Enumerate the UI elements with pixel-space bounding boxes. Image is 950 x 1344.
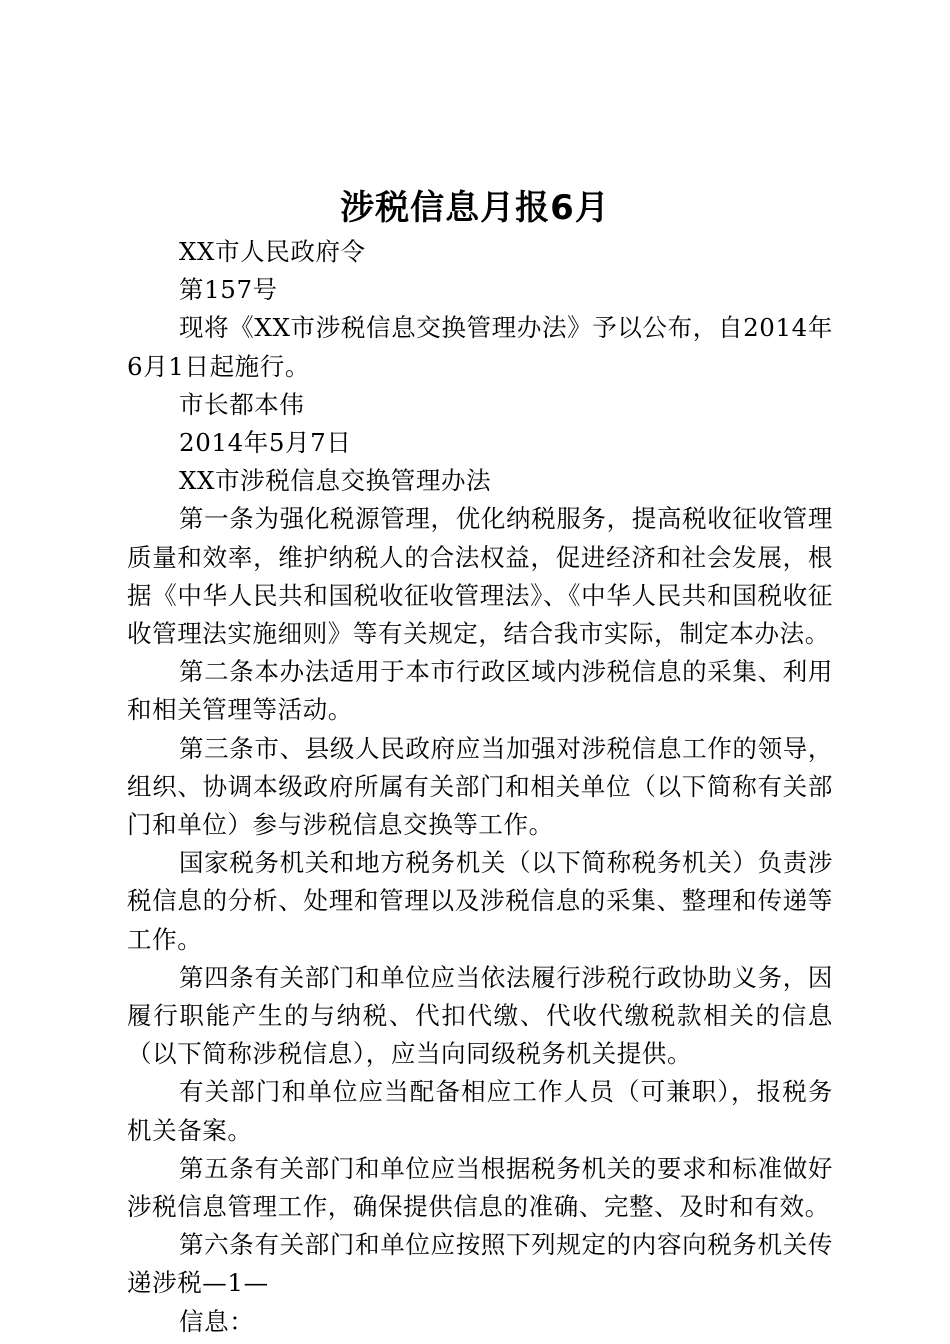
paragraph-article-3: 第三条市、县级人民政府应当加强对涉税信息工作的领导，组织、协调本级政府所属有关部门和相关单位（以下简称有关部门和单位）参与涉税信息交换等工作。 [127,733,833,840]
paragraph-article-3-cont: 国家税务机关和地方税务机关（以下简称税务机关）负责涉税信息的分析、处理和管理以及涉税信息的采集、整理和传递等工作。 [127,848,833,954]
paragraph-signatory: 市长都本伟 [179,389,305,419]
paragraph-decree-number: 第157号 [179,275,278,305]
paragraph-announcement: 现将《XX市涉税信息交换管理办法》予以公布，自2014年6月1日起施行。 [127,313,833,381]
paragraph-article-4-cont: 有关部门和单位应当配备相应工作人员（可兼职），报税务机关备案。 [127,1077,833,1145]
paragraph-article-6: 第六条有关部门和单位应按照下列规定的内容向税务机关传递涉税—1— [127,1230,833,1298]
paragraph-article-1: 第一条为强化税源管理，优化纳税服务，提高税收征收管理质量和效率，维护纳税人的合法权益，促进经济和社会发展，根据《中华人民共和国税收征收管理法》、《中华人民共和国税收征收管理法实施细则》等有关规定，结合我市实际，制定本办法。 [127,504,833,649]
document-body [127,233,833,1341]
paragraph-article-2: 第二条本办法适用于本市行政区域内涉税信息的采集、利用和相关管理等活动。 [127,657,833,725]
paragraph-decree-issuer: XX市人民政府令 [179,237,366,266]
paragraph-date: 2014年5月7日 [179,428,352,458]
document-title: 涉税信息月报6月 [340,188,610,228]
paragraph-regulation-title: XX市涉税信息交换管理办法 [179,466,492,496]
paragraph-article-6-cont: 信息： [179,1306,255,1336]
paragraph-article-5: 第五条有关部门和单位应当根据税务机关的要求和标准做好涉税信息管理工作，确保提供信息的准确、完整、及时和有效。 [127,1153,833,1222]
paragraph-article-4: 第四条有关部门和单位应当依法履行涉税行政协助义务，因履行职能产生的与纳税、代扣代缴、代收代缴税款相关的信息（以下简称涉税信息），应当向同级税务机关提供。 [127,962,833,1069]
